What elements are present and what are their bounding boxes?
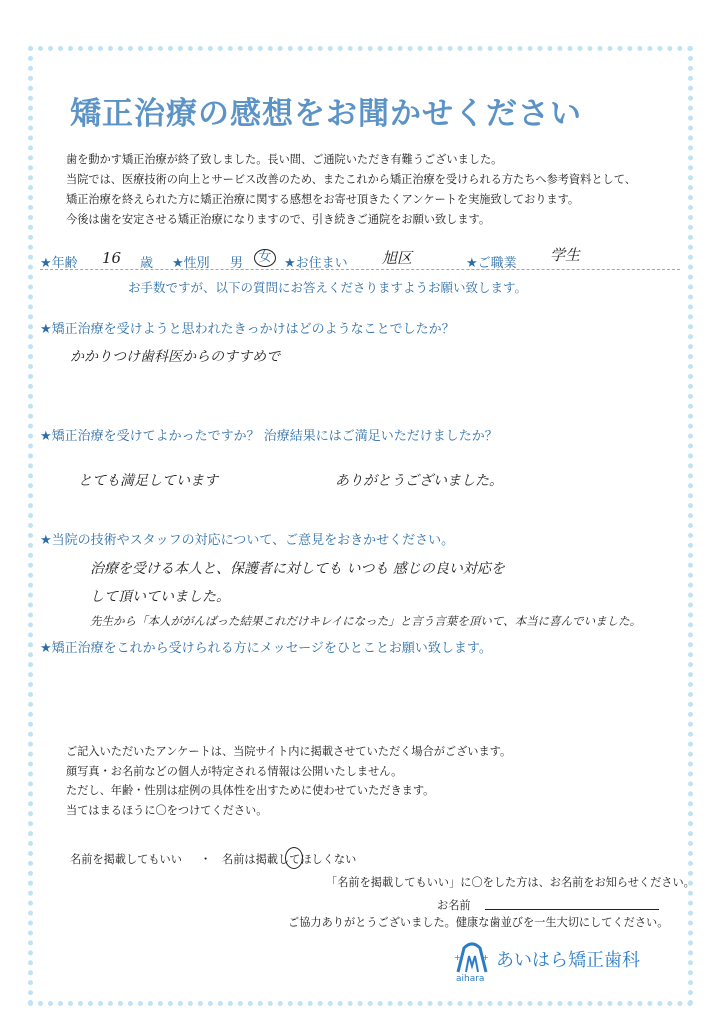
- answer-3c: 先生から「本人ががんばった結果これだけキレイになった」と言う言葉を頂いて、本当に喜んでいました。: [90, 614, 642, 628]
- answer-2a: とても満足しています: [78, 473, 218, 489]
- choice-publish-name[interactable]: 名前を掲載してもいい: [70, 853, 182, 866]
- page-title: 矯正治療の感想をお聞かせください: [70, 96, 582, 132]
- note-line: ただし、年齢・性別は症例の具体性を出すために使わせていただきます。: [66, 784, 435, 797]
- residence-value: 旭区: [382, 249, 413, 267]
- note-line: 顔写真・お名前などの個人が特定される情報は公開いたしません。: [66, 764, 403, 778]
- answer-3b: して頂いていました。: [90, 589, 230, 605]
- name-input-line[interactable]: [485, 909, 659, 910]
- sex-male: 男: [230, 256, 244, 271]
- note-line: 当てはまるほうに〇をつけてください。: [66, 803, 268, 817]
- name-instruction: 「名前を掲載してもいい」に〇をした方は、お名前をお知らせください。: [326, 876, 695, 889]
- name-label: お名前: [437, 899, 471, 912]
- intro-text: [66, 150, 636, 230]
- question-4: ★矯正治療をこれから受けられる方にメッセージをひとことお願い致します。: [40, 641, 492, 656]
- intro-line: 当院では、医療技術の向上とサービス改善のため、またこれから矯正治療を受けられる方たちへ参考資料として、: [66, 173, 636, 186]
- clinic-name-en: aihara: [456, 974, 485, 984]
- residence-label: ★お住まい: [284, 256, 348, 271]
- question-3: ★当院の技術やスタッフの対応について、ご意見をおきかせください。: [40, 533, 455, 548]
- question-2: ★矯正治療を受けてよかったですか？ 治療結果にはご満足いただけましたか？: [40, 429, 498, 444]
- note-line: ご記入いただいたアンケートは、当院サイト内に掲載させていただく場合がございます。: [66, 745, 512, 758]
- answer-3a: 治療を受ける本人と、保護者に対しても いつも 感じの良い対応を: [90, 561, 505, 577]
- age-value: 16: [102, 249, 122, 267]
- answer-1: かかりつけ歯科医からのすすめで: [70, 349, 281, 365]
- handwritten-circle-mark: [285, 847, 303, 869]
- job-label: ★ご職業: [466, 256, 517, 271]
- intro-line: 歯を動かす矯正治療が終了致しました。長い間、ご通院いただき有難うございました。: [66, 153, 503, 166]
- thanks-text: ご協力ありがとうございました。健康な歯並びを一生大切にしてください。: [288, 916, 669, 929]
- sex-label: ★性別: [172, 256, 210, 271]
- job-value: 学生: [550, 246, 581, 264]
- svg-text:+: +: [454, 953, 461, 962]
- question-1: ★矯正治療を受けようと思われたきっかけはどのようなことでしたか？: [40, 322, 455, 337]
- clinic-logo: [452, 938, 652, 986]
- instruction-subtitle: お手数ですが、以下の質問にお答えくださりますようお願い致します。: [128, 280, 528, 295]
- clinic-logo-icon: [452, 938, 492, 978]
- profile-row: [40, 246, 680, 270]
- choice-hide-name[interactable]: 名前は掲載してほしくない: [222, 853, 357, 866]
- age-unit: 歳: [140, 256, 154, 271]
- choice-separator: ・: [200, 853, 212, 866]
- intro-line: 矯正治療を終えられた方に矯正治療に関する感想をお寄せ頂きたくアンケートを実施致しております。: [66, 193, 580, 206]
- svg-text:+: +: [482, 953, 489, 962]
- privacy-notes: [66, 742, 511, 820]
- sex-female-circled: 女: [254, 249, 276, 267]
- intro-line: 今後は歯を安定させる矯正治療になりますので、引き続きご通院をお願い致します。: [66, 213, 491, 226]
- clinic-name: あいはら矯正歯科: [496, 950, 640, 971]
- age-label: ★年齢: [40, 256, 78, 271]
- answer-2b: ありがとうございました。: [335, 473, 503, 489]
